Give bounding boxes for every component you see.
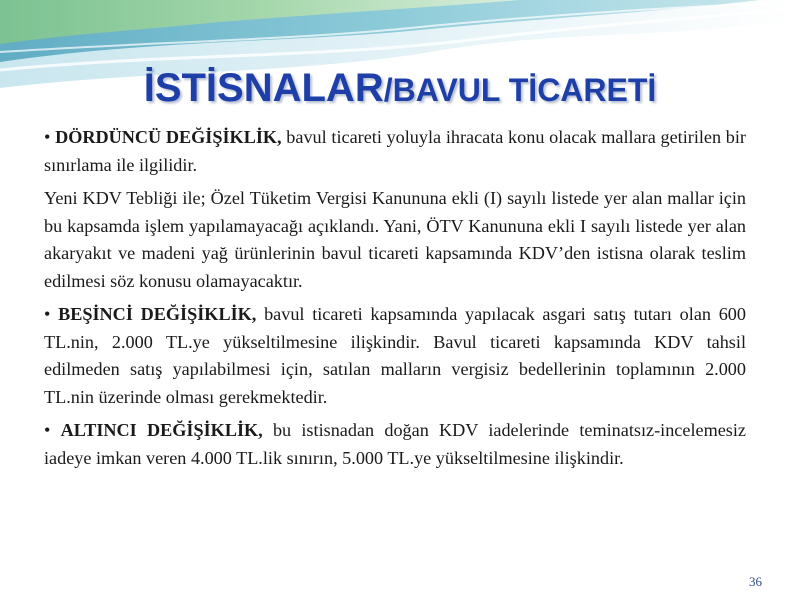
paragraph-text: Yeni KDV Tebliği ile; Özel Tüketim Vergisi Kanununa ekli (I) sayılı listede yer alan mallar için bu kapsamda işlem yapılamayacağı açıklandı. Yani, ÖTV Kanununa ekli I sayılı listede yer alan akaryakıt ve madeni yağ ürünlerinin bavul ticareti kapsamında KDV’den istisna olarak teslim edilmesi söz konusu olamayacaktır. (44, 188, 746, 291)
paragraph-dorduncu (44, 124, 746, 179)
paragraph-text: bavul ticareti kapsamında yapılacak asgari satış tutarı olan 600 TL.nin, 2.000 TL.ye yükseltilmesine ilişkindir. Bavul ticareti kapsamında KDV tahsil edilmeden satış yapılabilmesi için, satılan malların vergisiz bedellerinin toplamının 2.000 TL.nin üzerinde olması gerekmektedir. (44, 304, 746, 407)
title-part-sub: /BAVUL TİCARETİ (383, 72, 657, 108)
bullet: • (44, 420, 51, 440)
paragraph-text: bu istisnadan doğan KDV iadelerinde teminatsız-incelemesiz iadeye imkan veren 4.000 TL.lik sınırın, 5.000 TL.ye yükseltilmesine ilişkindir. (44, 420, 746, 468)
paragraph-besinci (44, 301, 746, 411)
paragraph-altinci (44, 417, 746, 472)
paragraph-lead: BEŞİNCİ DEĞİŞİKLİK, (58, 304, 257, 324)
paragraph-text: bavul ticareti yoluyla ihracata konu olacak mallara getirilen bir sınırlama ile ilgilidir. (44, 127, 746, 175)
bullet: • (44, 304, 51, 324)
bullet: • (44, 127, 51, 147)
paragraph-lead: DÖRDÜNCÜ DEĞİŞİKLİK, (55, 127, 282, 147)
paragraph-kdv-tebligi (44, 185, 746, 295)
slide-title (0, 66, 800, 111)
title-part-main: İSTİSNALAR (143, 66, 384, 110)
page-number: 36 (749, 574, 762, 589)
paragraph-lead: ALTINCI DEĞİŞİKLİK, (60, 420, 263, 440)
slide-body (44, 124, 746, 478)
